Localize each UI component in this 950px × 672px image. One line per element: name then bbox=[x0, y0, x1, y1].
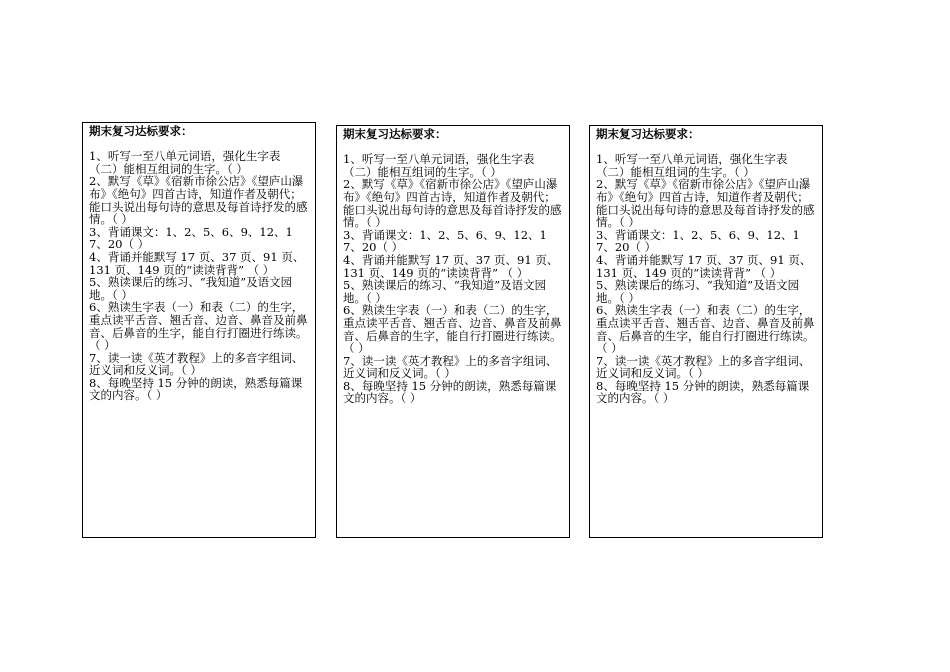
requirement-item-5: 5、熟读课后的练习、“我知道”及语文园地。（ ） bbox=[343, 278, 547, 305]
requirement-item-1: 1、听写一至八单元词语，强化生字表（二）能相互组词的生字。（ ） bbox=[89, 149, 281, 176]
requirement-item-7: 7、读一读《英才教程》上的多音字组词、近义词和反义词。（ ） bbox=[596, 353, 811, 381]
review-card-1 bbox=[82, 122, 316, 538]
requirement-item-8: 8、每晚坚持 15 分钟的朗读，熟悉每篇课文的内容。（ ） bbox=[596, 378, 810, 406]
requirement-item-2: 2、默写《草》《宿新市徐公店》《望庐山瀑布》《绝句》四首古诗，知道作者及朝代；能口头说出每句诗的意思及每首诗抒发的感情。（ ） bbox=[596, 177, 815, 230]
requirement-item-8: 8、每晚坚持 15 分钟的朗读，熟悉每篇课文的内容。（ ） bbox=[89, 375, 303, 403]
requirement-item-7: 7、读一读《英才教程》上的多音字组词、近义词和反义词。（ ） bbox=[89, 350, 304, 378]
requirement-item-7: 7、读一读《英才教程》上的多音字组词、近义词和反义词。（ ） bbox=[343, 353, 558, 381]
requirement-item-3: 3、背诵课文：1、2、5、6、9、12、17、20（ ） bbox=[89, 224, 293, 252]
requirement-item-4: 4、背诵并能默写 17 页、37 页、91 页、131 页、149 页的“读读背背” （ ） bbox=[89, 249, 305, 277]
requirement-item-5: 5、熟读课后的练习、“我知道”及语文园地。（ ） bbox=[89, 275, 293, 302]
review-card-2 bbox=[336, 125, 570, 538]
requirement-item-3: 3、背诵课文：1、2、5、6、9、12、17、20（ ） bbox=[596, 227, 800, 255]
requirement-item-4: 4、背诵并能默写 17 页、37 页、91 页、131 页、149 页的“读读背背” （ ） bbox=[596, 252, 812, 280]
requirement-item-6: 6、熟读生字表（一）和表（二）的生字，重点读平舌音、翘舌音、边音、鼻音及前鼻音、后鼻音的生字，能自行打圈进行练读。（ ） bbox=[343, 303, 562, 356]
card-title: 期末复习达标要求： bbox=[596, 127, 700, 141]
requirement-item-6: 6、熟读生字表（一）和表（二）的生字，重点读平舌音、翘舌音、边音、鼻音及前鼻音、后鼻音的生字，能自行打圈进行练读。（ ） bbox=[596, 303, 815, 356]
requirement-item-6: 6、熟读生字表（一）和表（二）的生字，重点读平舌音、翘舌音、边音、鼻音及前鼻音、后鼻音的生字，能自行打圈进行练读。（ ） bbox=[89, 300, 308, 353]
requirement-item-5: 5、熟读课后的练习、“我知道”及语文园地。（ ） bbox=[596, 278, 800, 305]
requirement-item-2: 2、默写《草》《宿新市徐公店》《望庐山瀑布》《绝句》四首古诗，知道作者及朝代；能口头说出每句诗的意思及每首诗抒发的感情。（ ） bbox=[343, 177, 562, 230]
requirement-item-1: 1、听写一至八单元词语，强化生字表（二）能相互组词的生字。（ ） bbox=[596, 152, 788, 179]
requirement-item-2: 2、默写《草》《宿新市徐公店》《望庐山瀑布》《绝句》四首古诗，知道作者及朝代；能口头说出每句诗的意思及每首诗抒发的感情。（ ） bbox=[89, 174, 308, 227]
requirement-item-4: 4、背诵并能默写 17 页、37 页、91 页、131 页、149 页的“读读背背” （ ） bbox=[343, 252, 559, 280]
requirement-item-8: 8、每晚坚持 15 分钟的朗读，熟悉每篇课文的内容。（ ） bbox=[343, 378, 557, 406]
review-card-3 bbox=[589, 125, 823, 538]
requirement-item-3: 3、背诵课文：1、2、5、6、9、12、17、20（ ） bbox=[343, 227, 547, 255]
card-title: 期末复习达标要求： bbox=[343, 127, 447, 141]
requirement-item-1: 1、听写一至八单元词语，强化生字表（二）能相互组词的生字。（ ） bbox=[343, 152, 535, 179]
card-title: 期末复习达标要求： bbox=[89, 124, 193, 138]
